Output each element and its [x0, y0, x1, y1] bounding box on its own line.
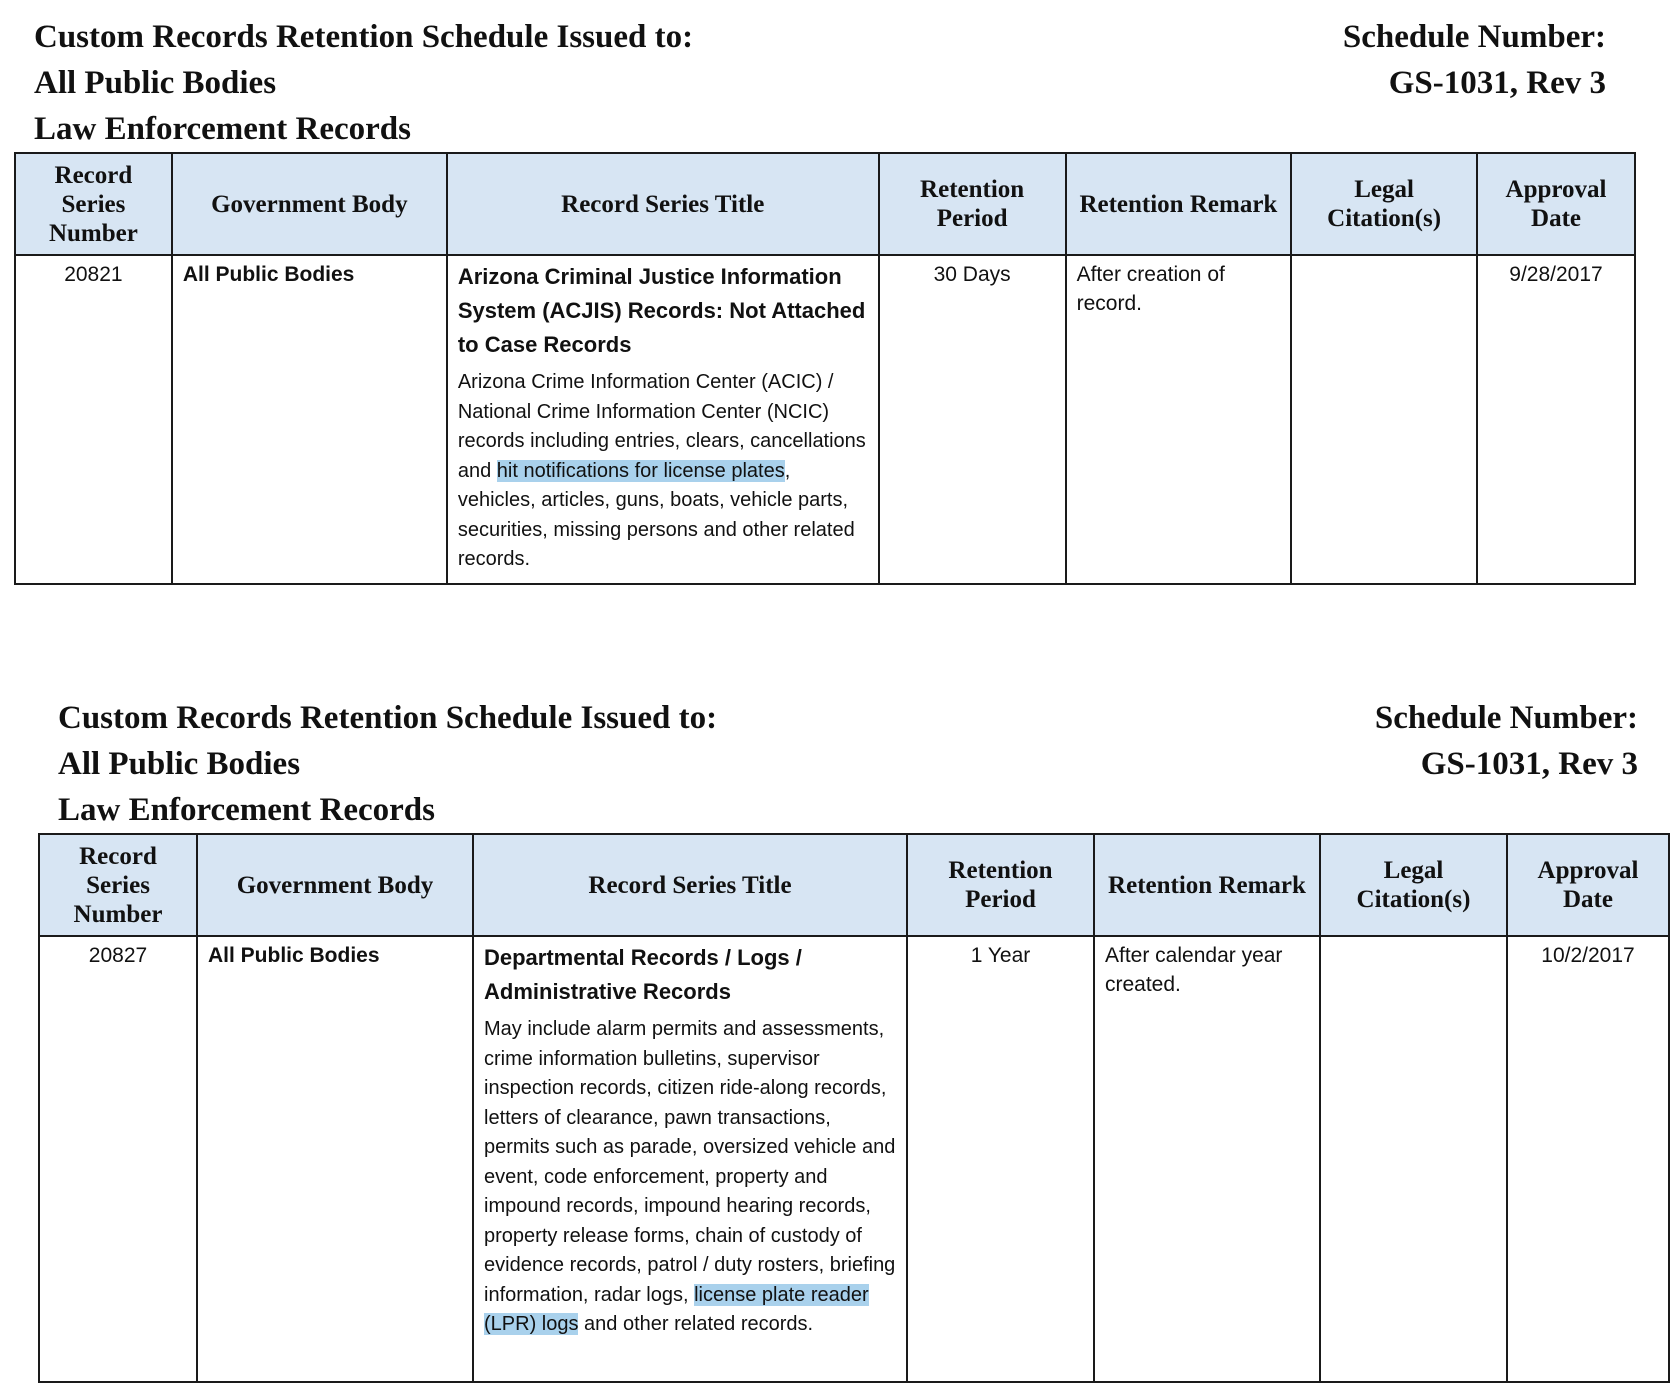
col-header-legal-citations: Legal Citation(s)	[1291, 153, 1477, 255]
issued-to-label: Custom Records Retention Schedule Issued to:	[34, 19, 694, 55]
record-series-title: Departmental Records / Logs / Administrative Records	[484, 945, 802, 1004]
col-header-legal-citations: Legal Citation(s)	[1320, 834, 1507, 936]
col-header-retention-remark: Retention Remark	[1066, 153, 1292, 255]
schedule-category: Law Enforcement Records	[34, 111, 411, 147]
col-header-government-body: Government Body	[172, 153, 447, 255]
issued-to-body: All Public Bodies	[58, 746, 301, 782]
issued-to-body: All Public Bodies	[34, 65, 277, 101]
highlighted-text: hit notifications for license plates	[496, 459, 785, 482]
col-header-government-body: Government Body	[197, 834, 473, 936]
table-row	[15, 255, 1635, 584]
record-series-number: 20821	[15, 255, 172, 584]
retention-table	[38, 833, 1670, 1383]
retention-table	[14, 152, 1636, 585]
record-series-description	[484, 1015, 896, 1340]
legal-citations	[1291, 255, 1477, 584]
issued-to-label: Custom Records Retention Schedule Issued to:	[58, 700, 718, 736]
schedule-header	[14, 14, 1636, 152]
col-header-retention-period: Retention Period	[879, 153, 1066, 255]
retention-remark-cell	[1094, 936, 1320, 1382]
table-header-row	[39, 834, 1669, 936]
schedule-issued-to	[34, 14, 693, 152]
schedule-number-value: GS-1031, Rev 3	[1388, 65, 1606, 101]
col-header-record-series-title: Record Series Title	[473, 834, 907, 936]
record-series-number: 20827	[39, 936, 197, 1382]
col-header-approval-date: Approval Date	[1477, 153, 1635, 255]
description-text-end: , vehicles, articles, guns, boats, vehicle parts, securities, missing persons and other related records.	[457, 459, 855, 570]
description-text: May include alarm permits and assessments, crime information bulletins, supervisor inspection records, citizen ride-along records, letters of clearance, pawn transactions, permits such as parade, oversized vehicle and event, code enforcement, property and impound records, impound hearing records, property release forms, chain of custody of evidence records, patrol / duty rosters, briefing information, radar logs,	[484, 1018, 896, 1306]
legal-citations	[1320, 936, 1507, 1382]
schedule-category: Law Enforcement Records	[58, 792, 435, 828]
government-body: All Public Bodies	[197, 936, 473, 1382]
col-header-record-series-title: Record Series Title	[447, 153, 879, 255]
schedule-header	[38, 695, 1668, 833]
retention-remark-cell	[1066, 255, 1292, 584]
col-header-record-series-number: Record Series Number	[39, 834, 197, 936]
highlighted-text: license plate reader (LPR) logs	[484, 1283, 869, 1335]
schedule-block-1	[14, 14, 1636, 585]
schedule-number-label: Schedule Number:	[1374, 700, 1638, 736]
approval-date: 9/28/2017	[1477, 255, 1635, 584]
table-header-row	[15, 153, 1635, 255]
schedule-number-label: Schedule Number:	[1342, 19, 1606, 55]
col-header-retention-remark: Retention Remark	[1094, 834, 1320, 936]
record-series-title-cell	[447, 255, 879, 584]
description-text: Arizona Crime Information Center (ACIC) / National Crime Information Center (NCIC) records including entries, clears, cancellations and	[457, 371, 866, 482]
schedule-issued-to	[58, 695, 717, 833]
schedule-block-2	[38, 695, 1668, 1383]
col-header-retention-period: Retention Period	[907, 834, 1094, 936]
schedule-number-block	[1375, 695, 1638, 787]
description-text-end: and other related records.	[578, 1313, 814, 1335]
government-body: All Public Bodies	[172, 255, 447, 584]
table-row	[39, 936, 1669, 1382]
approval-date: 10/2/2017	[1507, 936, 1669, 1382]
schedule-number-block	[1343, 14, 1606, 106]
retention-remark: After calendar year created.	[1105, 944, 1283, 996]
schedule-number-value: GS-1031, Rev 3	[1420, 746, 1638, 782]
record-series-title: Arizona Criminal Justice Information System (ACJIS) Records: Not Attached to Case Records	[457, 264, 866, 357]
col-header-record-series-number: Record Series Number	[15, 153, 172, 255]
retention-period: 30 Days	[879, 255, 1066, 584]
record-series-description	[458, 368, 868, 575]
col-header-approval-date: Approval Date	[1507, 834, 1669, 936]
retention-remark: After creation of record.	[1076, 263, 1225, 315]
record-series-title-cell	[473, 936, 907, 1382]
retention-period: 1 Year	[907, 936, 1094, 1382]
